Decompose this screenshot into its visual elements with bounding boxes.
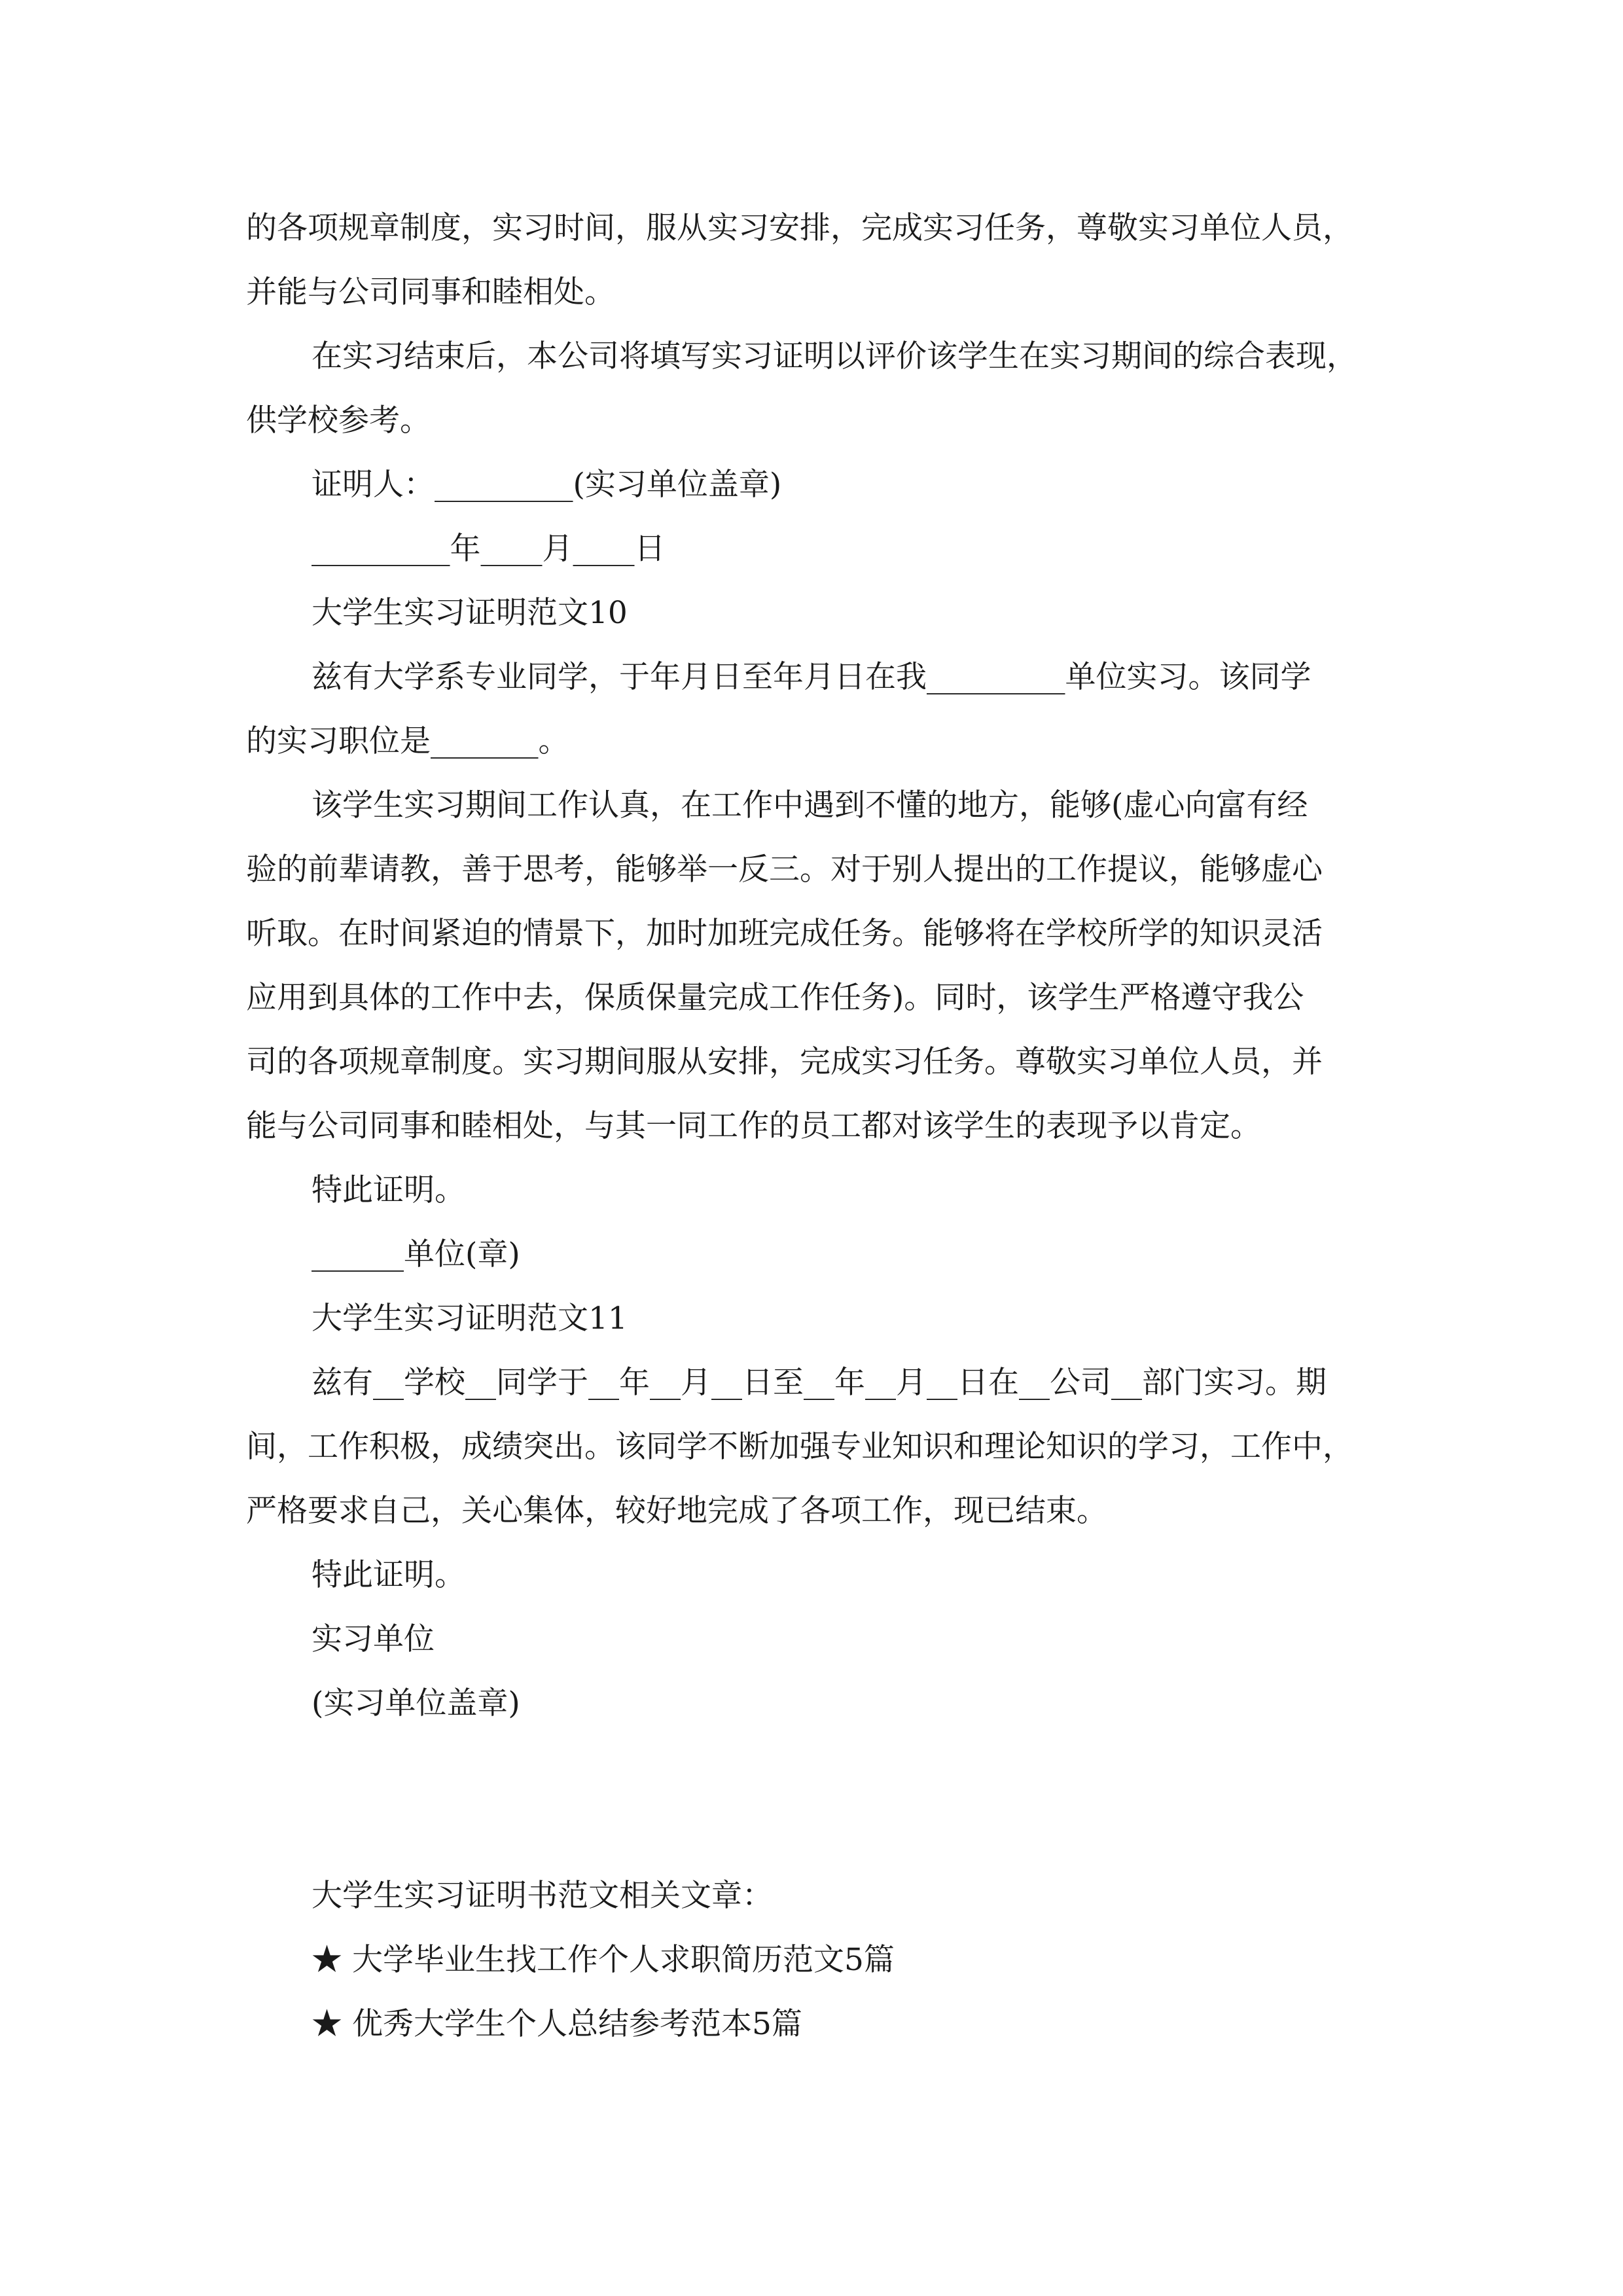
body-line: 的各项规章制度，实习时间，服从实习安排，完成实习任务，尊敬实习单位人员， [246, 210, 1353, 246]
paragraph-start: 该学生实习期间工作认真，在工作中遇到不懂的地方，能够(虚心向富有经 [312, 787, 1308, 823]
body-line: 供学校参考。 [246, 403, 431, 439]
paragraph-start: 兹有__学校__同学于__年__月__日至__年__月__日在__公司__部门实习。期 [312, 1365, 1327, 1401]
body-line: 能与公司同事和睦相处，与其一同工作的员工都对该学生的表现予以肯定。 [246, 1108, 1261, 1144]
unit-seal-line: ______单位(章) [312, 1236, 520, 1272]
body-line: 验的前辈请教，善于思考，能够举一反三。对于别人提出的工作提议，能够虚心 [246, 852, 1323, 888]
certification-statement: 特此证明。 [312, 1557, 465, 1593]
document-page [246, 196, 1385, 2056]
paragraph-start: 兹有大学系专业同学，于年月日至年月日在我_________单位实习。该同学 [312, 659, 1311, 695]
related-articles [246, 1864, 1385, 2056]
section-title: 大学生实习证明范文11 [312, 1300, 628, 1336]
related-articles-heading: 大学生实习证明书范文相关文章： [312, 1878, 773, 1914]
unit-seal-line: (实习单位盖章) [312, 1685, 520, 1721]
body-line: 应用到具体的工作中去，保质保量完成工作任务)。同时，该学生严格遵守我公 [246, 980, 1304, 1016]
body-line: 间，工作积极，成绩突出。该同学不断加强专业知识和理论知识的学习，工作中， [246, 1429, 1353, 1465]
body-line: 司的各项规章制度。实习期间服从安排，完成实习任务。尊敬实习单位人员，并 [246, 1044, 1323, 1080]
body-line: 的实习职位是_______。 [246, 723, 569, 759]
date-line: _________年____月____日 [312, 531, 666, 567]
document-body [246, 196, 1385, 1736]
section-title: 大学生实习证明范文10 [312, 595, 628, 631]
body-line: 并能与公司同事和睦相处。 [246, 274, 615, 310]
body-line: 严格要求自己，关心集体，较好地完成了各项工作，现已结束。 [246, 1493, 1107, 1529]
related-article-link[interactable]: ★ 大学毕业生找工作个人求职简历范文5篇 [312, 1942, 895, 1978]
paragraph-start: 在实习结束后，本公司将填写实习证明以评价该学生在实习期间的综合表现， [312, 338, 1357, 374]
related-article-link[interactable]: ★ 优秀大学生个人总结参考范本5篇 [312, 2006, 802, 2042]
internship-unit-label: 实习单位 [312, 1621, 435, 1657]
section-spacer [246, 1736, 1385, 1864]
certification-statement: 特此证明。 [312, 1172, 465, 1208]
certifier-signature-line: 证明人：_________(实习单位盖章) [312, 467, 782, 503]
body-line: 听取。在时间紧迫的情景下，加时加班完成任务。能够将在学校所学的知识灵活 [246, 916, 1323, 952]
